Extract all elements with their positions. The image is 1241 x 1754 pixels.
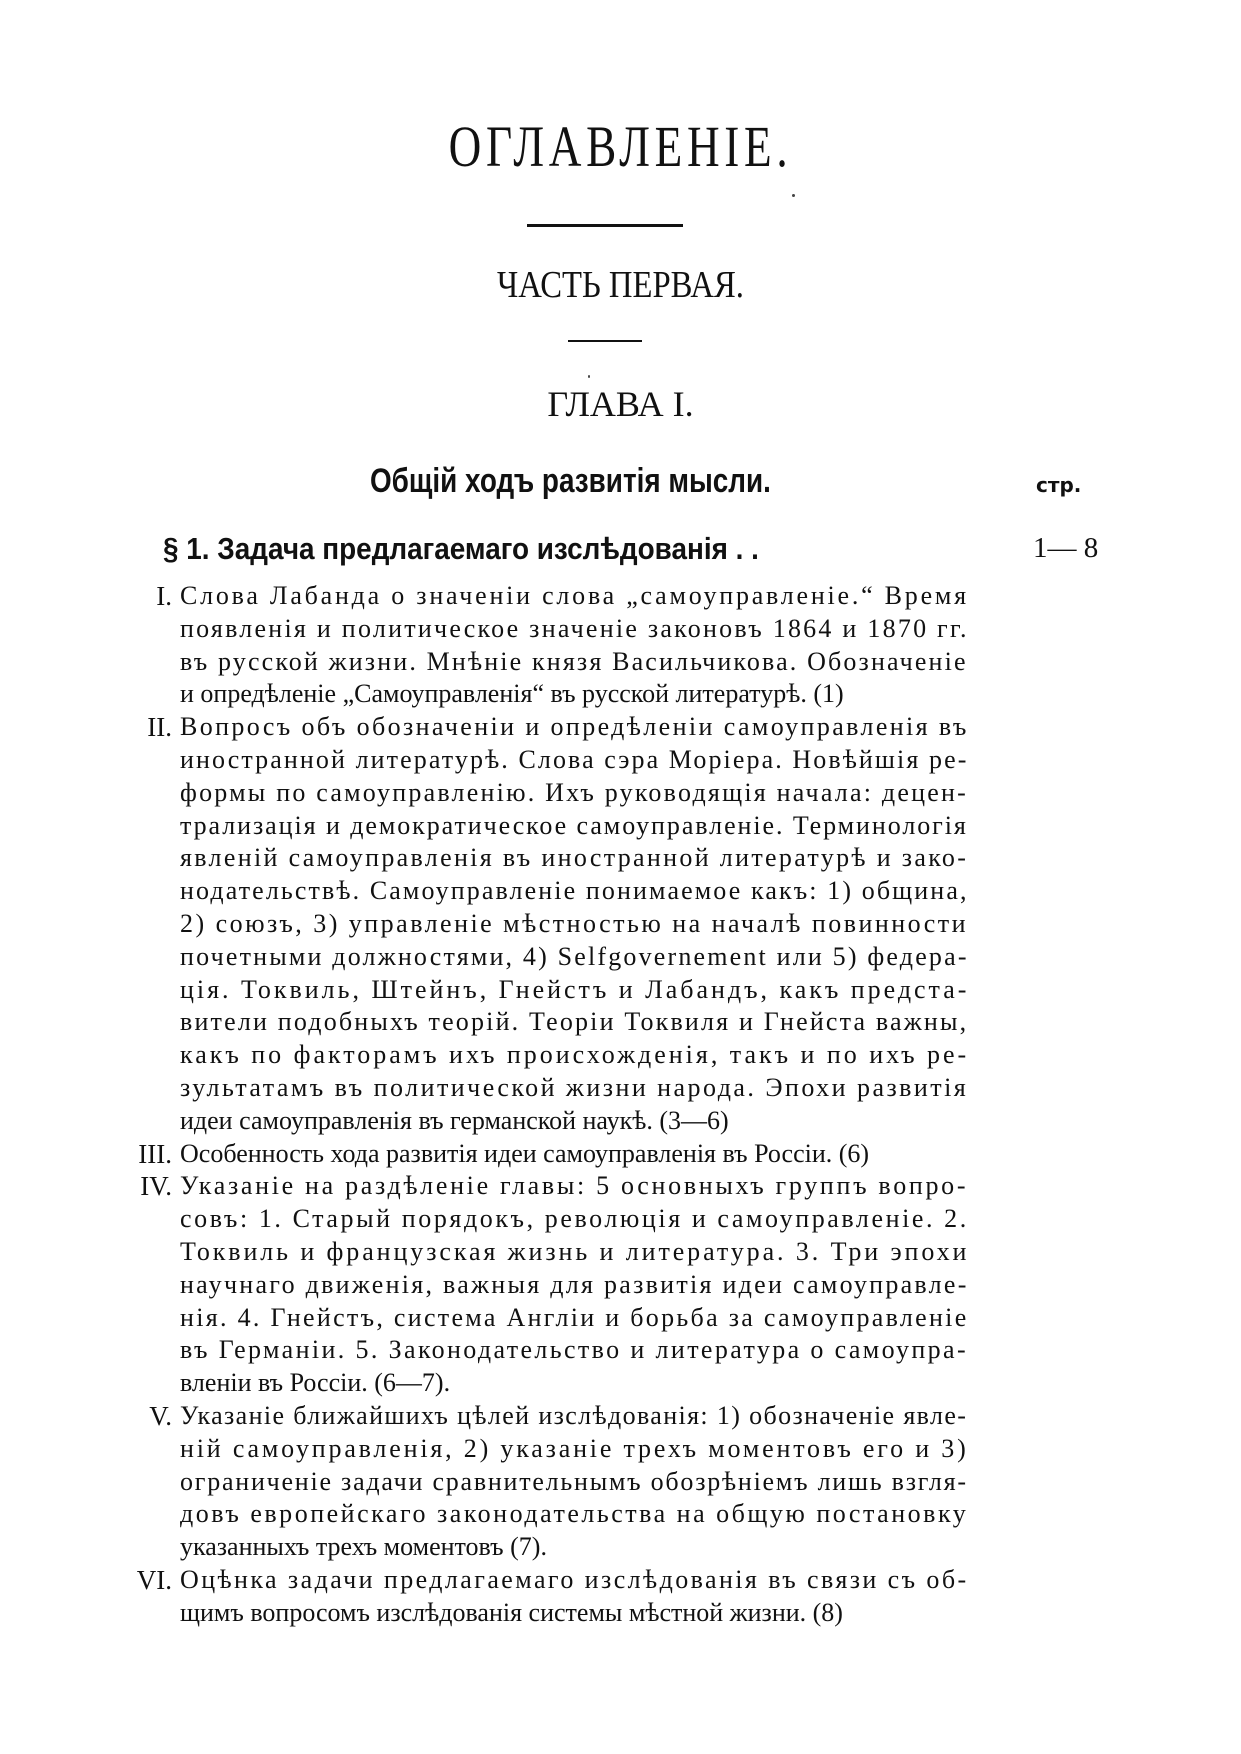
title-divider (527, 224, 683, 227)
entry-line: вители подобныхъ теорій. Теоріи Токвиля и Гнейста важны, (180, 1007, 969, 1037)
entry-line: Оцѣнка задачи предлагаемаго изслѣдованія въ связи съ об- (180, 1564, 969, 1594)
entry-line: идеи самоуправленія въ германской наукѣ. (3—6) (180, 1105, 729, 1135)
entry-text (180, 1138, 966, 1171)
entry-line: ній самоуправленія, 2) указаніе трехъ моментовъ его и 3) (180, 1433, 969, 1463)
entry-line: довъ европейскаго законодательства на общую постановку (180, 1499, 969, 1529)
entry-line: почетными должностями, 4) Selfgovernement или 5) федера- (180, 941, 969, 971)
entry-line: въ Германіи. 5. Законодательство и литература о самоупра- (180, 1335, 968, 1365)
entry-line: какъ по факторамъ ихъ происхожденія, такъ и по ихъ ре- (180, 1040, 970, 1070)
entry-numeral: IV. (140, 1171, 172, 1202)
toc-entry (110, 1564, 969, 1630)
entry-line: 2) союзъ, 3) управленіе мѣстностью на началѣ повинности (180, 908, 969, 938)
entry-numeral: II. (147, 712, 172, 743)
entry-line: появленія и политическое значеніе законовъ 1864 и 1870 гг. (180, 613, 969, 643)
entry-line: въ русской жизни. Мнѣніе князя Васильчикова. Обозначеніе (180, 646, 968, 676)
entry-line: указанныхъ трехъ моментовъ (7). (180, 1532, 547, 1562)
entry-text (180, 711, 970, 1137)
entry-line: нія. 4. Гнейстъ, система Англіи и борьба за самоуправленіе (180, 1302, 969, 1332)
entry-line: ція. Токвиль, Штейнъ, Гнейстъ и Лабандъ, какъ предста- (180, 974, 970, 1004)
entry-numeral: I. (156, 581, 172, 611)
entry-line: щимъ вопросомъ изслѣдованія системы мѣстной жизни. (8) (180, 1597, 843, 1627)
page-column-label: стр. (1036, 473, 1082, 497)
entry-line: Вопросъ объ обозначеніи и опредѣленіи самоуправленія въ (180, 712, 969, 742)
entry-text (180, 1400, 969, 1564)
toc-entry (110, 711, 970, 1137)
entry-line: формы по самоуправленію. Ихъ руководящія начала: децен- (180, 777, 969, 807)
entry-text (180, 580, 969, 711)
toc-entry (110, 1138, 966, 1171)
entry-line: ограниченіе задачи сравнительнымъ обозрѣніемъ лишь взгля- (180, 1466, 968, 1496)
section-heading: § 1. Задача предлагаемаго изслѣдованія . . (163, 531, 759, 566)
chapter-subtitle: Общій ходъ развитія мысли. (370, 462, 771, 500)
part-divider (568, 340, 642, 342)
entry-text (180, 1564, 969, 1630)
page-title: ОГЛАВЛЕНІЕ. (448, 114, 793, 179)
entry-line: иностранной литературѣ. Слова сэра Моріера. Новѣйшія ре- (180, 744, 969, 774)
entry-numeral: VI. (136, 1564, 172, 1595)
entry-text (180, 1170, 970, 1400)
entry-line: вленіи въ Россіи. (6—7). (180, 1368, 451, 1398)
entry-line: Токвиль и французская жизнь и литература. 3. Три эпохи (180, 1236, 970, 1266)
entry-line: Указаніе ближайшихъ цѣлей изслѣдованія: 1) обозначеніе явле- (180, 1400, 968, 1430)
entry-line: научнаго движенія, важныя для развитія идеи самоуправле- (180, 1269, 969, 1299)
entry-line: Указаніе на раздѣленіе главы: 5 основныхъ группъ вопро- (180, 1171, 969, 1201)
part-heading: ЧАСТЬ ПЕРВАЯ. (497, 264, 744, 306)
scan-speck (588, 375, 590, 378)
chapter-heading: ГЛАВА I. (547, 384, 694, 424)
entry-line: Особенность хода развитія идеи самоуправленія въ Россіи. (6) (180, 1138, 870, 1168)
toc-entry (110, 580, 969, 711)
entry-line: зультатамъ въ политической жизни народа. Эпохи развитія (180, 1072, 969, 1102)
scan-speck (792, 194, 795, 197)
entry-line: совъ: 1. Старый порядокъ, революція и самоуправленіе. 2. (180, 1204, 969, 1234)
entry-line: и опредѣленіе „Самоуправленія“ въ русской литературѣ. (1) (180, 679, 844, 709)
entry-line: явленій самоуправленія въ иностранной литературѣ и зако- (180, 843, 969, 873)
toc-entry (110, 1400, 969, 1564)
toc-entry (110, 1170, 970, 1400)
entry-numeral: V. (149, 1400, 172, 1431)
entry-line: нодательствѣ. Самоуправленіе понимаемое какъ: 1) община, (180, 876, 969, 906)
section-page-range: 1— 8 (1033, 532, 1099, 564)
entry-numeral: III. (138, 1138, 172, 1169)
entry-line: трализація и демократическое самоуправленіе. Терминологія (180, 810, 968, 840)
entry-line: Слова Лабанда о значеніи слова „самоуправленіе.“ Время (180, 581, 969, 610)
toc-entries (110, 580, 970, 1630)
